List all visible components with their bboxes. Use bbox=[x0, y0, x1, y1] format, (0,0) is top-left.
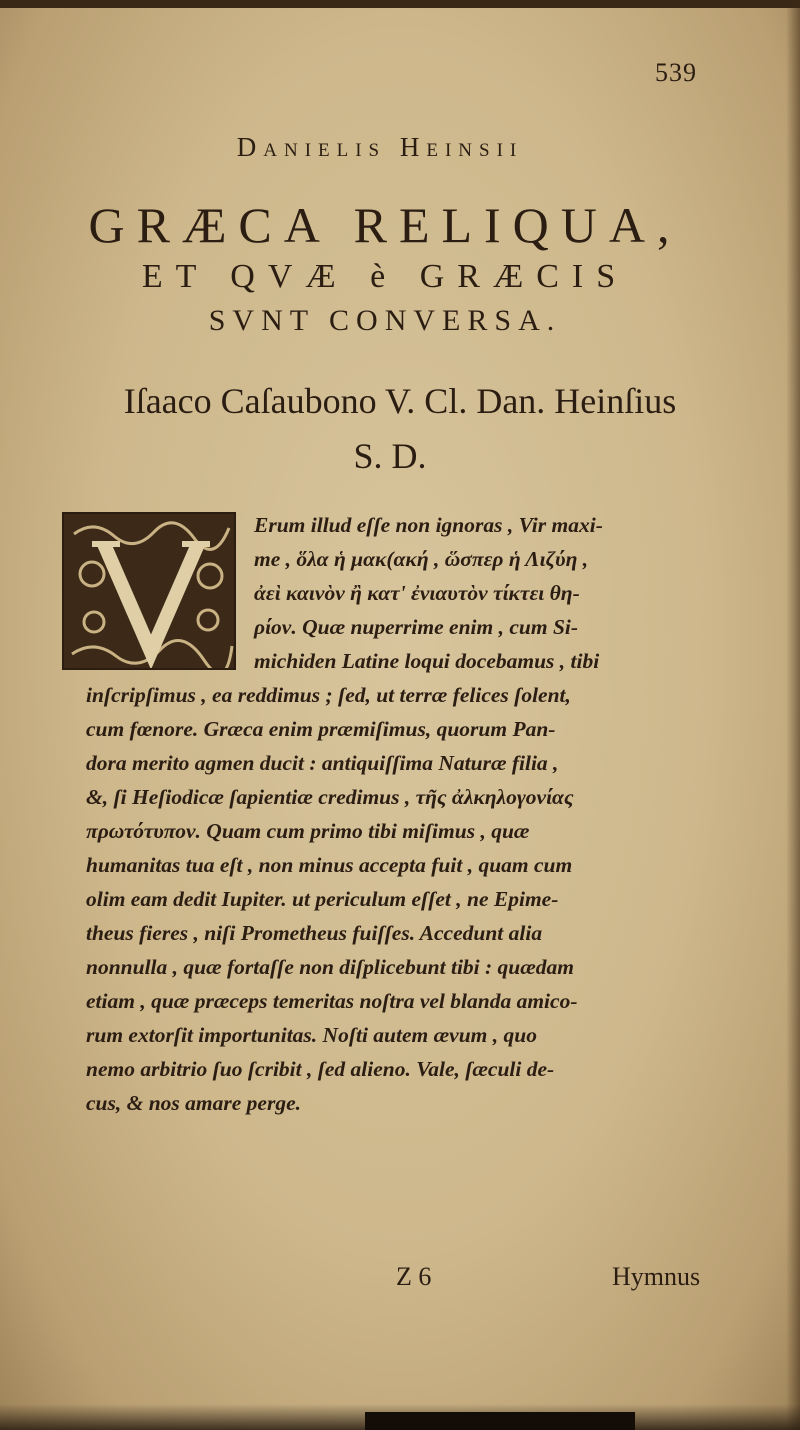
text-line: cum fœnore. Græca enim præmiſimus, quorum Pan- bbox=[86, 717, 556, 741]
bottom-shadow-bar bbox=[365, 1412, 635, 1430]
text-line: rum extorſit importunitas. Noſti autem ævum , quo bbox=[86, 1023, 537, 1047]
text-line: ρίον. Quæ nuperrime enim , cum Si- bbox=[254, 615, 579, 639]
signature-mark: Z 6 bbox=[396, 1262, 432, 1291]
decorated-initial-ornament-icon bbox=[64, 514, 236, 670]
author-heading: Danielis Heinsii bbox=[236, 132, 524, 162]
text-line: &, ſi Heſiodicæ ſapientiæ credimus , τῆς ἀλκηλογονίας bbox=[86, 785, 574, 809]
salutation: S. D. bbox=[353, 436, 427, 476]
title-line-3: SVNT CONVERSA. bbox=[208, 304, 562, 337]
text-line: dora merito agmen ducit : antiquiſſima Naturæ filia , bbox=[86, 751, 559, 775]
text-line: theus fieres , niſi Prometheus fuiſſes. Accedunt alia bbox=[86, 921, 543, 945]
text-line: nemo arbitrio ſuo ſcribit , ſed alieno. Vale, ſæculi de- bbox=[86, 1057, 555, 1081]
text-line: Erum illud eſſe non ignoras , Vir maxi- bbox=[254, 513, 603, 537]
page-right-edge bbox=[786, 0, 800, 1430]
text-line: olim eam dedit Iupiter. ut periculum eſſet , ne Epime- bbox=[86, 887, 559, 911]
text-line: inſcripſimus , ea reddimus ; ſed, ut terræ felices ſolent, bbox=[86, 683, 571, 707]
text-line: cus, & nos amare perge. bbox=[86, 1091, 301, 1115]
text-line: humanitas tua eſt , non minus accepta fuit , quam cum bbox=[86, 853, 573, 877]
title-line-2: ET QVÆ è GRÆCIS bbox=[141, 258, 629, 295]
page-top-edge bbox=[0, 0, 800, 8]
dedication-line: Iſaaco Caſaubono V. Cl. Dan. Heinſius bbox=[123, 381, 677, 421]
text-line: ἀεὶ καινὸν ἢ κατ' ἐνιαυτὸν τίκτει θη- bbox=[254, 581, 580, 605]
text-line: me , ὅλα ἡ μακ(ακή , ὥσπερ ἡ Λιζύη , bbox=[254, 547, 589, 571]
decorated-initial bbox=[62, 512, 236, 670]
text-line: nonnulla , quæ fortaſſe non diſplicebunt tibi : quædam bbox=[86, 955, 575, 979]
text-line: michiden Latine loqui docebamus , tibi bbox=[254, 649, 600, 673]
catchword: Hymnus bbox=[612, 1262, 701, 1291]
title-line-1: GRÆCA RELIQUA, bbox=[88, 197, 682, 253]
text-line: etiam , quæ præceps temeritas noſtra vel blanda amico- bbox=[86, 989, 578, 1013]
text-line: πρωτότυπον. Quam cum primo tibi miſimus , quæ bbox=[86, 819, 530, 843]
page-number: 539 bbox=[655, 58, 697, 87]
